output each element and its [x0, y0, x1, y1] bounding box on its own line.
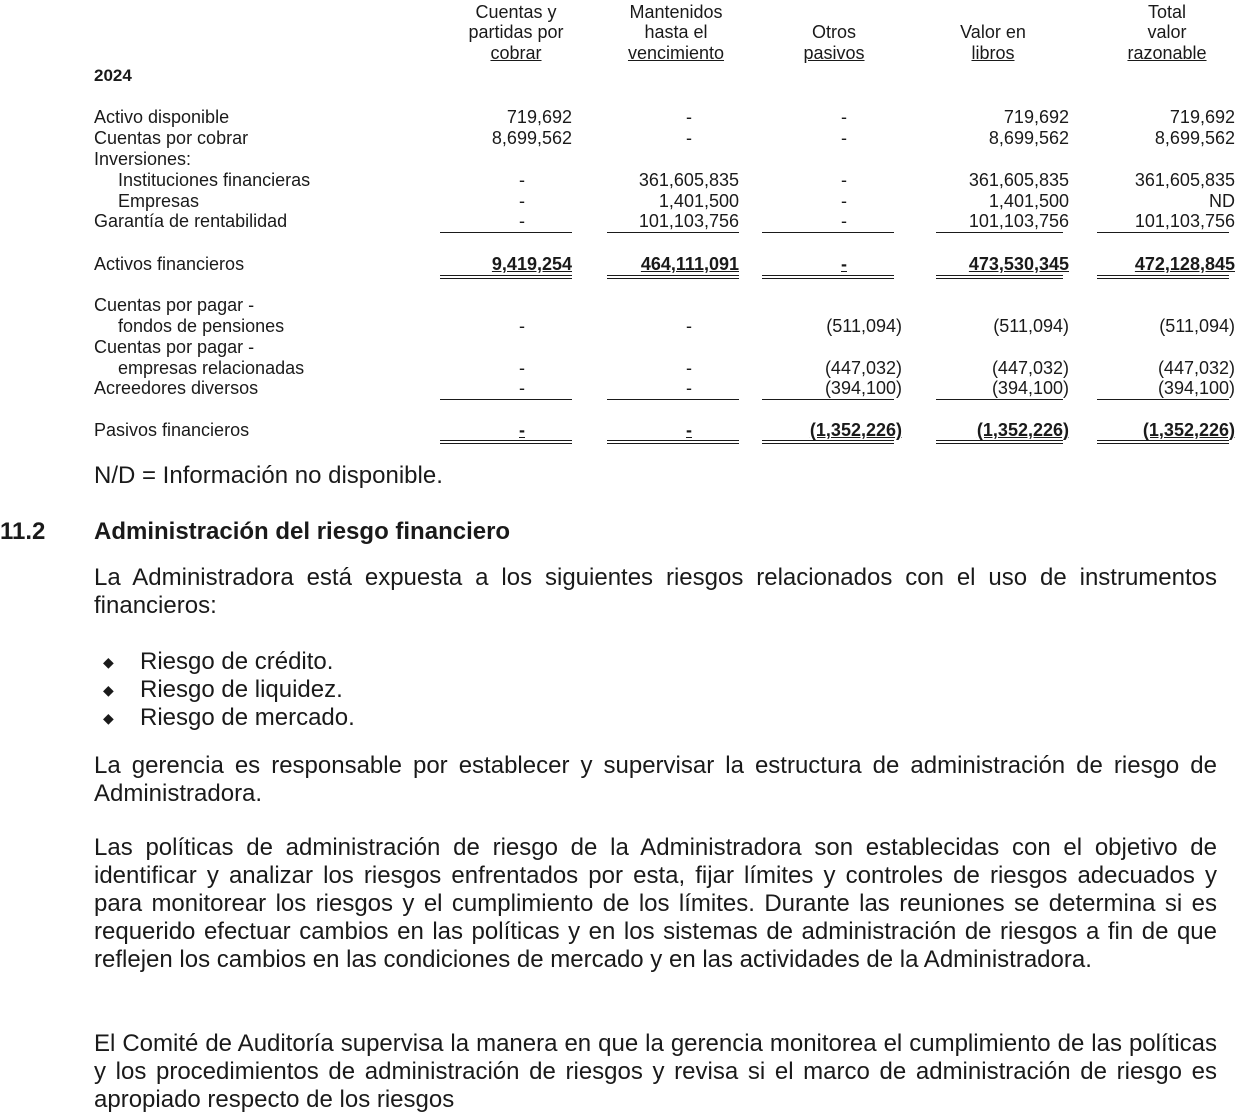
column-header: [426, 2, 606, 64]
table-cell-cxp-empresas-2-1: -: [686, 358, 692, 378]
total-double-rule: [440, 440, 572, 444]
table-cell-acreedores-diversos-4: (394,100): [1157, 378, 1235, 398]
table-cell-cxp-fondos-2-3: (511,094): [993, 316, 1069, 336]
column-header: [903, 22, 1083, 63]
diamond-bullet-icon: ◆: [103, 710, 114, 726]
paragraph-gerencia: La gerencia es responsable por establecer y supervisar la estructura de administración de riesgo de Administradora.: [94, 752, 1217, 807]
total-double-rule: [1097, 275, 1229, 279]
row-label-cuentas-por-cobrar: Cuentas por cobrar: [94, 128, 249, 148]
table-cell-instituciones-financieras-3: 361,605,835: [968, 170, 1069, 190]
table-cell-acreedores-diversos-2: (394,100): [824, 378, 902, 398]
risk-list: [94, 648, 355, 732]
table-cell-cxp-fondos-2-0: -: [519, 316, 525, 336]
column-header-underlined: libros: [971, 42, 1015, 63]
subtotal-rule: [936, 399, 1063, 400]
table-cell-acreedores-diversos-0: -: [519, 378, 525, 398]
column-header: [744, 22, 924, 63]
subtotal-rule: [440, 399, 572, 400]
subtotal-rule: [607, 399, 739, 400]
subtotal-rule: [762, 399, 894, 400]
table-cell-empresas-1: 1,401,500: [658, 191, 739, 211]
column-header-line: Total: [1147, 1, 1187, 22]
financial-instruments-table: [0, 0, 1235, 450]
risk-list-item: [94, 676, 355, 704]
table-cell-pasivos-financieros-4: (1,352,226): [1142, 420, 1235, 440]
column-header-line: Otros: [811, 22, 856, 42]
column-header-line: Valor en: [960, 22, 1026, 42]
column-header-line: hasta el: [644, 22, 708, 42]
total-double-rule: [762, 275, 894, 279]
risk-list-text: Riesgo de liquidez.: [140, 676, 343, 703]
table-cell-empresas-2: -: [841, 191, 847, 211]
table-cell-activo-disponible-2: -: [841, 107, 847, 127]
column-header-line: valor: [1147, 22, 1187, 42]
table-cell-cuentas-por-cobrar-0: 8,699,562: [491, 128, 572, 148]
table-cell-pasivos-financieros-3: (1,352,226): [976, 420, 1069, 440]
table-cell-cuentas-por-cobrar-3: 8,699,562: [988, 128, 1069, 148]
diamond-bullet-icon: ◆: [103, 654, 114, 670]
column-header: [586, 2, 766, 64]
table-cell-cxp-empresas-2-2: (447,032): [824, 358, 902, 378]
subtotal-rule: [1097, 399, 1229, 400]
table-cell-cxp-fondos-2-1: -: [686, 316, 692, 336]
table-cell-acreedores-diversos-1: -: [686, 378, 692, 398]
row-label-pasivos-financieros: Pasivos financieros: [94, 420, 250, 440]
total-double-rule: [762, 440, 894, 444]
subtotal-rule: [607, 232, 739, 233]
paragraph-politicas: Las políticas de administración de riesgo de la Administradora son establecidas con el objetivo de identificar y analizar los riesgos enfrentados por esta, fijar límites y controles de riesgos adecuados y para monitorear los riesgos y el cumplimiento de los límites. Durante las reuniones se determina si es requerido efectuar cambios en las políticas y en los sistemas de administración de riesgos a fin de que reflejen los cambios en las condiciones de mercado y en las actividades de la Administradora.: [94, 834, 1217, 973]
subtotal-rule: [762, 232, 894, 233]
row-label-garantia-rentabilidad: Garantía de rentabilidad: [94, 211, 288, 231]
table-cell-pasivos-financieros-2: (1,352,226): [809, 420, 902, 440]
table-cell-activo-disponible-4: 719,692: [1169, 107, 1235, 127]
row-label-activos-financieros: Activos financieros: [94, 254, 245, 274]
row-label-cxp-fondos-1: Cuentas por pagar -: [94, 295, 255, 315]
table-cell-cxp-empresas-2-0: -: [519, 358, 525, 378]
total-double-rule: [607, 275, 739, 279]
table-cell-activo-disponible-0: 719,692: [506, 107, 572, 127]
table-cell-empresas-4: ND: [1209, 191, 1235, 211]
subtotal-rule: [936, 232, 1063, 233]
table-cell-garantia-rentabilidad-3: 101,103,756: [968, 211, 1069, 231]
total-double-rule: [936, 275, 1063, 279]
intro-paragraph: La Administradora está expuesta a los siguientes riesgos relacionados con el uso de instrumentos financieros:: [94, 564, 1217, 619]
table-cell-cuentas-por-cobrar-2: -: [841, 128, 847, 148]
table-cell-activo-disponible-1: -: [686, 107, 692, 127]
total-double-rule: [1097, 440, 1229, 444]
table-cell-instituciones-financieras-1: 361,605,835: [638, 170, 739, 190]
table-cell-garantia-rentabilidad-4: 101,103,756: [1134, 211, 1235, 231]
table-year: 2024: [94, 66, 132, 85]
table-cell-garantia-rentabilidad-1: 101,103,756: [638, 211, 739, 231]
table-cell-instituciones-financieras-4: 361,605,835: [1134, 170, 1235, 190]
column-header-line: partidas por: [468, 22, 564, 42]
footnote-nd: N/D = Información no disponible.: [94, 462, 443, 489]
total-double-rule: [440, 275, 572, 279]
row-label-activo-disponible: Activo disponible: [94, 107, 230, 127]
row-label-empresas: Empresas: [118, 191, 200, 211]
table-cell-pasivos-financieros-1: -: [686, 420, 692, 440]
table-cell-instituciones-financieras-2: -: [841, 170, 847, 190]
section-number: 11.2: [0, 518, 46, 545]
row-label-inversiones: Inversiones:: [94, 149, 192, 169]
table-cell-cxp-fondos-2-4: (511,094): [1159, 316, 1235, 336]
risk-list-text: Riesgo de mercado.: [140, 704, 355, 731]
table-cell-activos-financieros-2: -: [841, 254, 847, 274]
table-cell-cxp-empresas-2-3: (447,032): [991, 358, 1069, 378]
table-cell-activos-financieros-4: 472,128,845: [1134, 254, 1235, 274]
table-cell-garantia-rentabilidad-0: -: [519, 211, 525, 231]
row-label-acreedores-diversos: Acreedores diversos: [94, 378, 259, 398]
subtotal-rule: [1097, 232, 1229, 233]
column-header-underlined: vencimiento: [627, 42, 725, 63]
row-label-cxp-empresas-1: Cuentas por pagar -: [94, 337, 255, 357]
row-label-instituciones-financieras: Instituciones financieras: [118, 170, 311, 190]
column-header-line: Cuentas y: [475, 1, 557, 22]
total-double-rule: [607, 440, 739, 444]
table-cell-instituciones-financieras-0: -: [519, 170, 525, 190]
table-cell-empresas-3: 1,401,500: [988, 191, 1069, 211]
column-header-line: Mantenidos: [629, 1, 723, 22]
diamond-bullet-icon: ◆: [103, 682, 114, 698]
table-cell-activos-financieros-1: 464,111,091: [640, 254, 739, 274]
row-label-cxp-fondos-2: fondos de pensiones: [118, 316, 285, 336]
table-cell-activos-financieros-0: 9,419,254: [491, 254, 572, 274]
total-double-rule: [936, 440, 1063, 444]
table-cell-cxp-fondos-2-2: (511,094): [826, 316, 902, 336]
table-cell-acreedores-diversos-3: (394,100): [991, 378, 1069, 398]
risk-list-text: Riesgo de crédito.: [140, 648, 334, 675]
table-cell-empresas-0: -: [519, 191, 525, 211]
table-cell-garantia-rentabilidad-2: -: [841, 211, 847, 231]
column-header-underlined: pasivos: [803, 42, 865, 63]
risk-list-item: [94, 704, 355, 732]
row-label-cxp-empresas-2: empresas relacionadas: [118, 358, 305, 378]
table-cell-cxp-empresas-2-4: (447,032): [1157, 358, 1235, 378]
table-cell-activos-financieros-3: 473,530,345: [968, 254, 1069, 274]
paragraph-comite: El Comité de Auditoría supervisa la manera en que la gerencia monitorea el cumplimiento de las políticas y los procedimientos de administración de riesgos y revisa si el marco de administración de riesgo es apropiado respecto de los riesgos: [94, 1030, 1217, 1113]
subtotal-rule: [440, 232, 572, 233]
column-header: [1077, 2, 1235, 64]
column-header-underlined: cobrar: [490, 42, 542, 63]
table-cell-cuentas-por-cobrar-4: 8,699,562: [1154, 128, 1235, 148]
table-cell-activo-disponible-3: 719,692: [1003, 107, 1069, 127]
section-title: Administración del riesgo financiero: [94, 518, 511, 545]
column-header-underlined: razonable: [1127, 42, 1207, 63]
risk-list-item: [94, 648, 355, 676]
table-cell-cuentas-por-cobrar-1: -: [686, 128, 692, 148]
table-cell-pasivos-financieros-0: -: [519, 420, 525, 440]
